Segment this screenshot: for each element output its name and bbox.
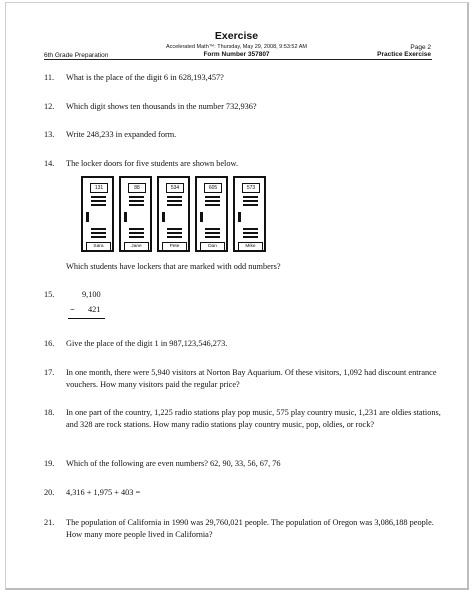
header-divider	[44, 59, 432, 60]
locker-handle	[162, 212, 165, 222]
subtraction-line	[68, 318, 105, 319]
locker-vent	[167, 196, 182, 198]
locker-vent	[129, 204, 144, 206]
locker-vent	[243, 232, 258, 234]
locker-vent	[91, 236, 106, 238]
subtraction-bottom: 421	[88, 305, 101, 314]
locker-vent	[91, 232, 106, 234]
locker-handle	[86, 212, 89, 222]
question-text: The locker doors for five students are shown below.	[66, 159, 239, 168]
locker-name: Sara	[86, 242, 111, 251]
locker-vent	[129, 232, 144, 234]
locker-vent	[167, 204, 182, 206]
locker-vent	[205, 200, 220, 202]
locker-number: 131	[90, 183, 108, 193]
question-number: 15.	[44, 290, 55, 299]
question-number: 17.	[44, 368, 55, 377]
locker-vent	[129, 236, 144, 238]
question-text: In one part of the country, 1,225 radio stations play pop music, 575 play country music, 1,231 are oldies stations, and 328 are rock stations. How many radio stations play country music, pop, oldies, or rock?	[66, 408, 441, 429]
section-name: Practice Exercise	[377, 51, 431, 58]
question-number: 11.	[44, 73, 55, 82]
locker-vent	[205, 196, 220, 198]
question-text: Give the place of the digit 1 in 987,123,546,273.	[66, 339, 228, 348]
question-text: Which of the following are even numbers? 62, 90, 33, 56, 67, 76	[66, 459, 281, 468]
question-text: The population of California in 1990 was 29,760,021 people. The population of Oregon was 3,086,188 people. How many more people lived in California?	[66, 518, 434, 539]
locker	[81, 176, 114, 252]
locker-vent	[205, 228, 220, 230]
course-name: 6th Grade Preparation	[44, 52, 109, 59]
locker-number: 573	[242, 183, 260, 193]
locker-handle	[200, 212, 203, 222]
locker-vent	[243, 236, 258, 238]
locker-name: Mike	[238, 242, 263, 251]
locker-name: Pete	[162, 242, 187, 251]
question-number: 12.	[44, 102, 55, 111]
locker-vent	[129, 196, 144, 198]
locker-vent	[91, 200, 106, 202]
locker-vent	[129, 228, 144, 230]
question-text: In one month, there were 5,940 visitors at Norton Bay Aquarium. Of these visitors, 1,092 had discount entrance vouchers. How many visitors paid the regular price?	[66, 368, 437, 389]
question-text: What is the place of the digit 6 in 628,193,457?	[66, 73, 224, 82]
locker-number: 88	[128, 183, 146, 193]
locker	[157, 176, 190, 252]
locker-vent	[243, 200, 258, 202]
question-number: 13.	[44, 130, 55, 139]
locker-vent	[205, 236, 220, 238]
question-number: 14.	[44, 159, 55, 168]
locker-number: 534	[166, 183, 184, 193]
subtraction-top: 9,100	[82, 290, 101, 299]
question-text: Which digit shows ten thousands in the number 732,936?	[66, 102, 257, 111]
locker-name: Jane	[124, 242, 149, 251]
locker	[233, 176, 266, 252]
question-number: 19.	[44, 459, 55, 468]
form-number: Form Number 357807	[203, 51, 270, 58]
locker-vent	[91, 204, 106, 206]
question-text: Write 248,233 in expanded form.	[66, 130, 177, 139]
minus-sign: −	[70, 305, 75, 314]
page-number: Page 2	[410, 44, 431, 51]
question-text: 4,316 + 1,975 + 403 =	[66, 488, 141, 497]
page-title: Exercise	[214, 30, 259, 42]
locker	[119, 176, 152, 252]
worksheet-page	[5, 2, 469, 590]
question-number: 18.	[44, 408, 55, 417]
locker-number: 605	[204, 183, 222, 193]
locker-vent	[167, 232, 182, 234]
locker-vent	[167, 228, 182, 230]
question-number: 20.	[44, 488, 55, 497]
locker-vent	[167, 236, 182, 238]
question-number: 21.	[44, 518, 55, 527]
locker-vent	[205, 204, 220, 206]
locker	[195, 176, 228, 252]
question-text: Which students have lockers that are marked with odd numbers?	[66, 262, 281, 271]
header-subtitle: Accelerated Math™: Thursday, May 29, 2008, 9:53:52 AM	[165, 44, 308, 50]
locker-vent	[243, 204, 258, 206]
locker-name: Dan	[200, 242, 225, 251]
question-number: 16.	[44, 339, 55, 348]
locker-vent	[243, 228, 258, 230]
locker-handle	[238, 212, 241, 222]
locker-vent	[129, 200, 144, 202]
locker-vent	[91, 228, 106, 230]
locker-vent	[167, 200, 182, 202]
locker-vent	[205, 232, 220, 234]
locker-vent	[91, 196, 106, 198]
locker-vent	[243, 196, 258, 198]
locker-handle	[124, 212, 127, 222]
